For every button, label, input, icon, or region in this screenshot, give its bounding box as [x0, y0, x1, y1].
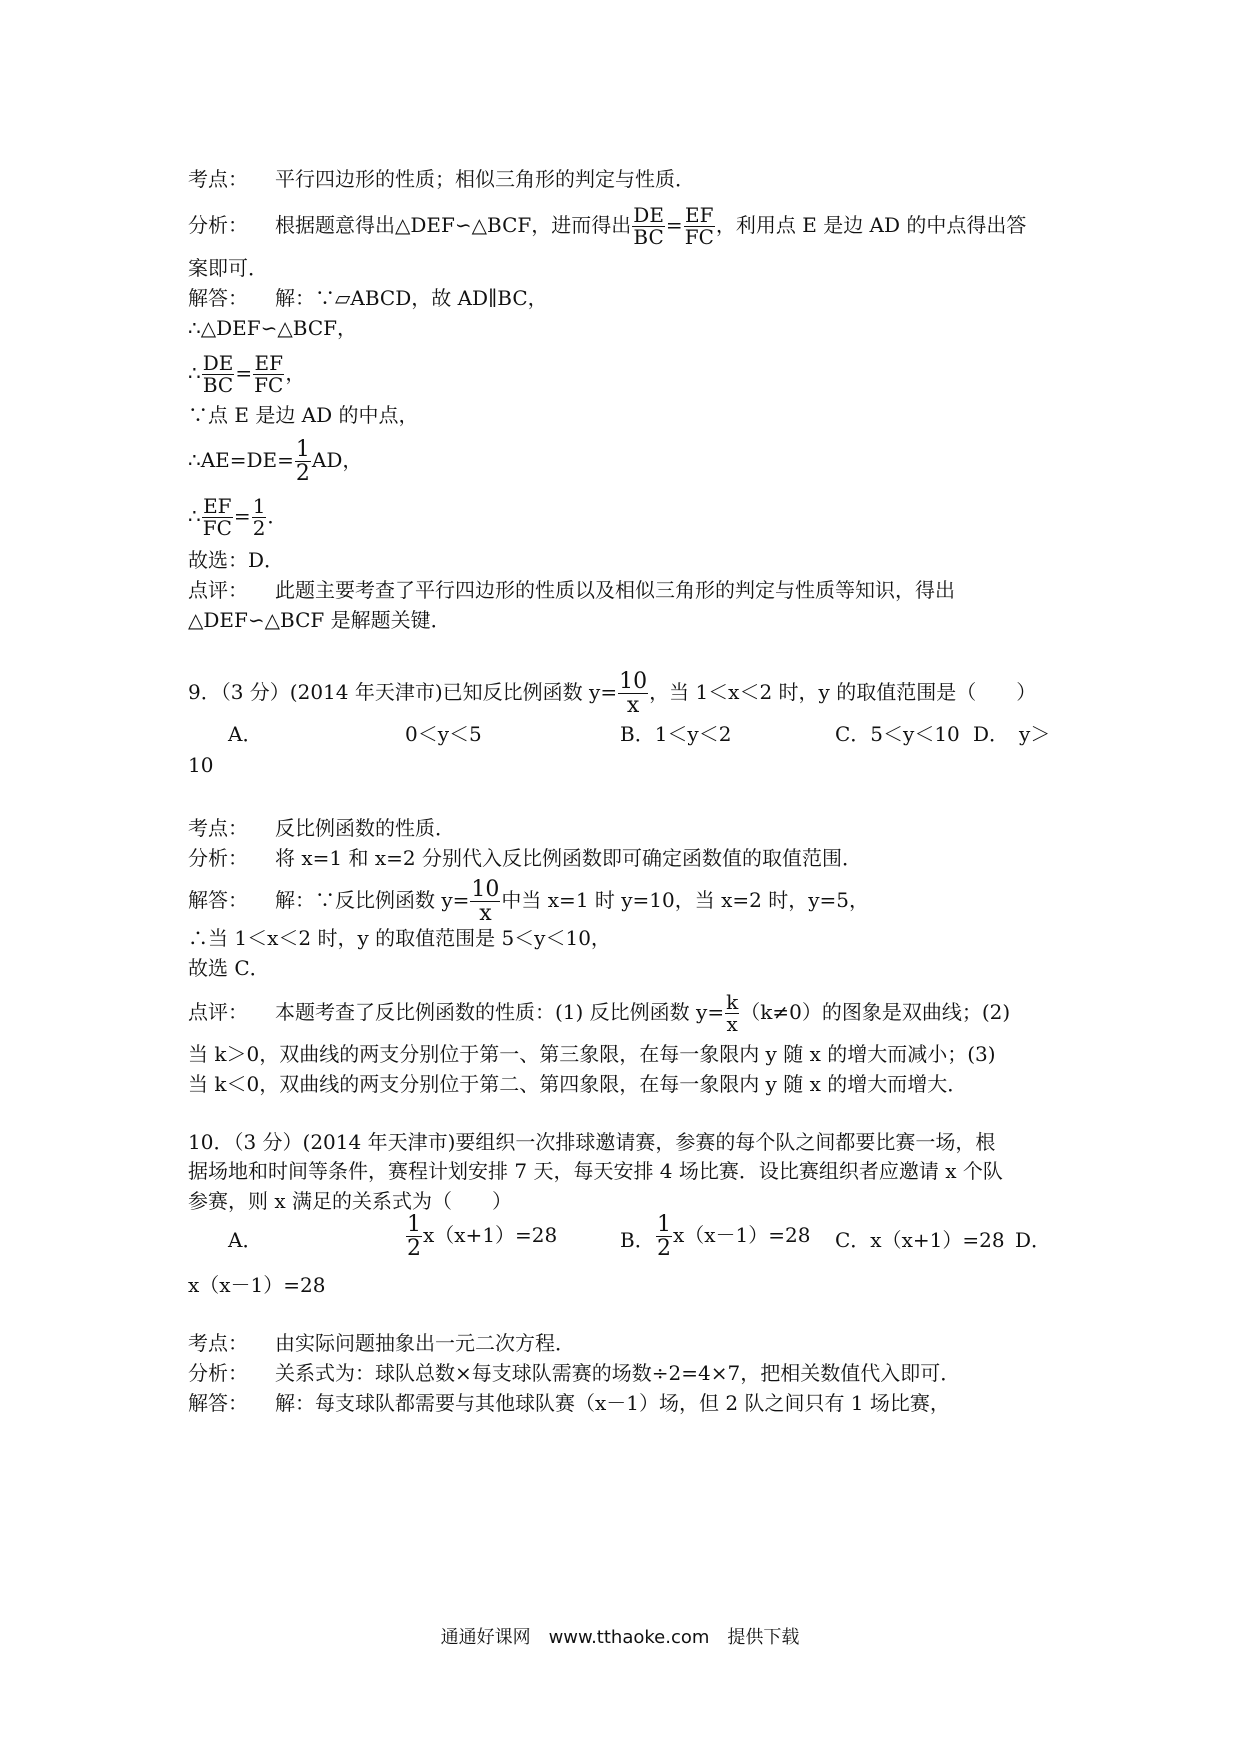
q9-option-c: C．5＜y＜10: [835, 722, 960, 746]
q9-dianping-line: [188, 992, 1010, 1035]
fraction: [202, 353, 235, 396]
fraction-numerator: 1: [407, 1212, 421, 1237]
q9-option-d-cont: 10: [188, 753, 214, 777]
equals-sign: =: [235, 361, 253, 385]
q9-option-a-text: 0＜y＜5: [405, 722, 482, 746]
fenxi-text-cont: ，利用点 E 是边 AD 的中点得出答: [715, 213, 1027, 237]
q10-option-b-label: B．: [620, 1228, 655, 1252]
fraction: [725, 992, 739, 1035]
option-text: x（x－1）=28: [673, 1223, 811, 1248]
q9-jieda-2: ∴当 1＜x＜2 时，y 的取值范围是 5＜y＜10，: [188, 926, 611, 950]
q9-fenxi-line: [188, 843, 862, 873]
q10-stem-1: 10．（3 分）(2014 年天津市)要组织一次排球邀请赛，参赛的每个队之间都要比赛一场，根: [188, 1130, 996, 1154]
fraction: [295, 438, 311, 485]
question-text-cont: ，当 1＜x＜2 时，y 的取值范围是（ ）: [649, 680, 1037, 705]
jieda-label: 解答：: [188, 888, 248, 913]
q10-option-c: C．x（x+1）=28: [835, 1228, 1005, 1252]
dianping-text-cont: （k≠0）的图象是双曲线；(2): [740, 1000, 1011, 1024]
q10-stem-3: 参赛，则 x 满足的关系式为（ ）: [188, 1189, 512, 1213]
s8-jieda-7: 故选：D．: [188, 548, 285, 572]
therefore-sign: ∴: [188, 361, 201, 385]
s8-fenxi-line: [188, 205, 1026, 248]
equals-sign: =: [665, 213, 683, 237]
fraction: [253, 353, 284, 396]
fraction-numerator: EF: [685, 203, 714, 227]
fraction-numerator: 10: [619, 669, 648, 694]
jieda-text: 解：∵反比例函数 y=: [275, 888, 470, 913]
fenxi-text: 根据题意得出△DEF∽△BCF，进而得出: [275, 213, 632, 237]
jieda-text-cont: 中当 x=1 时 y=10，当 x=2 时，y=5，: [501, 888, 870, 913]
q9-kaodian-line: [188, 813, 455, 843]
fraction-denominator: FC: [202, 516, 232, 540]
q9-dianping-3: 当 k＜0，双曲线的两支分别位于第二、第四象限，在每一象限内 y 随 x 的增大而增大．: [188, 1072, 968, 1096]
fenxi-label: 分析：: [188, 846, 248, 870]
fraction: [632, 205, 665, 248]
therefore-sign: ∴: [188, 504, 201, 528]
dianping-label: 点评：: [188, 1000, 248, 1024]
kaodian-label: 考点：: [188, 816, 248, 840]
punctuation: ，: [285, 361, 306, 385]
s8-jieda-2: ∴△DEF∽△BCF，: [188, 316, 358, 340]
q10-option-a-label: A．: [228, 1228, 263, 1252]
fraction-denominator: 2: [295, 461, 310, 487]
q10-jieda-line: [188, 1388, 950, 1418]
s8-jieda-line: [188, 283, 548, 313]
fraction: [656, 1213, 672, 1260]
fraction: [618, 670, 648, 717]
s8-jieda-3: [188, 353, 305, 396]
jieda-text: ∴AE=DE=: [188, 448, 294, 473]
punctuation: ．: [267, 504, 288, 528]
fraction-denominator: 2: [252, 516, 266, 540]
fraction-numerator: k: [726, 990, 739, 1014]
fraction: [684, 205, 715, 248]
q10-option-a: [405, 1213, 557, 1260]
kaodian-text: 由实际问题抽象出一元二次方程．: [275, 1331, 575, 1355]
q9-stem: [188, 670, 1036, 717]
fraction: [202, 496, 233, 539]
fraction-denominator: x: [626, 693, 640, 719]
q9-dianping-2: 当 k＞0，双曲线的两支分别位于第一、第三象限，在每一象限内 y 随 x 的增大而减小；(3): [188, 1042, 996, 1066]
q9-option-b: B．1＜y＜2: [620, 722, 732, 746]
fraction-denominator: x: [726, 1012, 738, 1036]
fraction-denominator: FC: [254, 373, 284, 397]
jieda-text: 解：∵▱ABCD，故 AD∥BC，: [275, 286, 548, 310]
fraction-numerator: EF: [203, 494, 232, 518]
s8-fenxi-line2: 案即可．: [188, 256, 268, 280]
fraction-denominator: BC: [633, 225, 664, 249]
q10-option-b: [655, 1213, 811, 1260]
q10-option-d: D．: [1015, 1228, 1052, 1252]
fenxi-label: 分析：: [188, 1361, 248, 1385]
fraction-numerator: EF: [254, 351, 283, 375]
s8-jieda-4: ∵点 E 是边 AD 的中点，: [188, 403, 419, 427]
dianping-text: 此题主要考查了平行四边形的性质以及相似三角形的判定与性质等知识，得出: [275, 578, 955, 602]
kaodian-label: 考点：: [188, 1331, 248, 1355]
jieda-label: 解答：: [188, 1391, 248, 1415]
fraction-denominator: 2: [657, 1236, 671, 1262]
q9-option-d: D． y＞: [973, 722, 1051, 746]
q9-option-a-label: A．: [228, 722, 263, 746]
dianping-text: 本题考查了反比例函数的性质：(1) 反比例函数 y=: [275, 1000, 725, 1024]
q9-jieda-3: 故选 C．: [188, 956, 270, 980]
q9-jieda-line: [188, 878, 869, 925]
fraction-denominator: x: [479, 901, 492, 927]
fraction-numerator: 1: [252, 494, 266, 518]
s8-jieda-6: [188, 496, 287, 539]
fenxi-label: 分析：: [188, 213, 248, 237]
fraction: [252, 496, 267, 539]
fraction-numerator: 1: [657, 1212, 671, 1237]
fraction-numerator: DE: [633, 203, 664, 227]
q10-option-d-cont: x（x－1）=28: [188, 1273, 326, 1297]
jieda-label: 解答：: [188, 286, 248, 310]
kaodian-text: 平行四边形的性质；相似三角形的判定与性质．: [275, 167, 695, 191]
s8-jieda-5: [188, 438, 362, 485]
fraction: [470, 878, 500, 925]
equals-sign: =: [233, 504, 251, 528]
page-footer: 通通好课网 www.tthaoke.com 提供下载: [440, 1627, 800, 1648]
option-text: x（x+1）=28: [423, 1223, 558, 1248]
fraction-denominator: BC: [202, 373, 234, 397]
fraction-numerator: 10: [471, 877, 500, 902]
q10-kaodian-line: [188, 1328, 575, 1358]
s8-kaodian-line: [188, 164, 695, 194]
s8-dianping-2: △DEF∽△BCF 是解题关键．: [188, 608, 451, 632]
fenxi-text: 将 x=1 和 x=2 分别代入反比例函数即可确定函数值的取值范围．: [275, 846, 862, 870]
dianping-label: 点评：: [188, 578, 248, 602]
fraction-numerator: 1: [295, 437, 310, 462]
fenxi-text: 关系式为：球队总数×每支球队需赛的场数÷2=4×7，把相关数值代入即可．: [275, 1361, 961, 1385]
fraction-denominator: FC: [684, 225, 714, 249]
fraction-numerator: DE: [202, 351, 234, 375]
s8-dianping-line: [188, 575, 955, 605]
fraction-denominator: 2: [407, 1236, 421, 1262]
q10-fenxi-line: [188, 1358, 960, 1388]
q10-stem-2: 据场地和时间等条件，赛程计划安排 7 天，每天安排 4 场比赛．设比赛组织者应邀请 x 个队: [188, 1159, 1003, 1183]
jieda-text-cont: AD，: [311, 448, 363, 473]
jieda-text: 解：每支球队都需要与其他球队赛（x－1）场，但 2 队之间只有 1 场比赛，: [275, 1391, 950, 1415]
fraction: [406, 1213, 422, 1260]
kaodian-label: 考点：: [188, 167, 248, 191]
kaodian-text: 反比例函数的性质．: [275, 816, 455, 840]
question-text: 9．（3 分）(2014 年天津市)已知反比例函数 y=: [188, 680, 618, 705]
